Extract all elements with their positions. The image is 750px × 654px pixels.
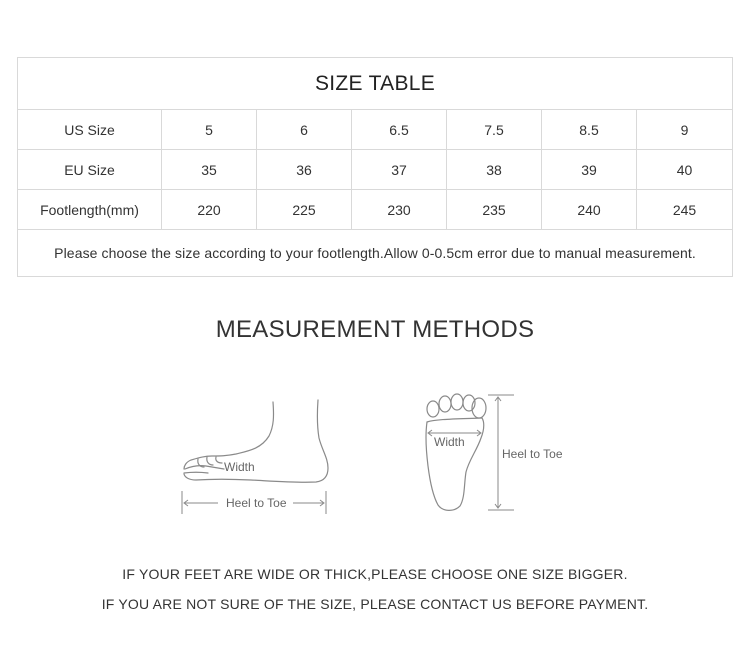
table-cell: 7.5 [447, 110, 542, 150]
table-cell: 36 [257, 150, 352, 190]
table-cell: 8.5 [542, 110, 637, 150]
table-cell: 235 [447, 190, 542, 230]
side-length-label: Heel to Toe [226, 496, 287, 510]
sole-length-label: Heel to Toe [502, 447, 563, 461]
table-cell: 240 [542, 190, 637, 230]
size-table-title: SIZE TABLE [18, 58, 733, 110]
table-cell: 35 [162, 150, 257, 190]
notice-wide-feet: IF YOUR FEET ARE WIDE OR THICK,PLEASE CHOOSE ONE SIZE BIGGER. [122, 566, 628, 582]
table-cell: 5 [162, 110, 257, 150]
table-cell: 40 [637, 150, 733, 190]
foot-side-view-illustration [176, 396, 336, 516]
table-cell: 220 [162, 190, 257, 230]
table-row-us-size [18, 110, 733, 150]
notice-contact-us: IF YOU ARE NOT SURE OF THE SIZE, PLEASE CONTACT US BEFORE PAYMENT. [101, 596, 649, 612]
table-cell: 9 [637, 110, 733, 150]
side-width-label: Width [224, 460, 255, 474]
table-row-eu-size [18, 150, 733, 190]
row-label: Footlength(mm) [18, 190, 162, 230]
table-cell: 39 [542, 150, 637, 190]
table-cell: 6.5 [352, 110, 447, 150]
table-cell: 37 [352, 150, 447, 190]
size-table [17, 57, 733, 277]
table-cell: 38 [447, 150, 542, 190]
table-row-footlength [18, 190, 733, 230]
table-cell: 230 [352, 190, 447, 230]
size-table-note: Please choose the size according to your footlength.Allow 0-0.5cm error due to manual measurement. [18, 230, 733, 277]
measurement-methods-title: MEASUREMENT METHODS [215, 316, 535, 343]
table-cell: 245 [637, 190, 733, 230]
foot-sole-view-illustration [416, 388, 576, 518]
table-cell: 225 [257, 190, 352, 230]
table-cell: 6 [257, 110, 352, 150]
row-label: EU Size [18, 150, 162, 190]
sole-width-label: Width [434, 435, 465, 449]
row-label: US Size [18, 110, 162, 150]
